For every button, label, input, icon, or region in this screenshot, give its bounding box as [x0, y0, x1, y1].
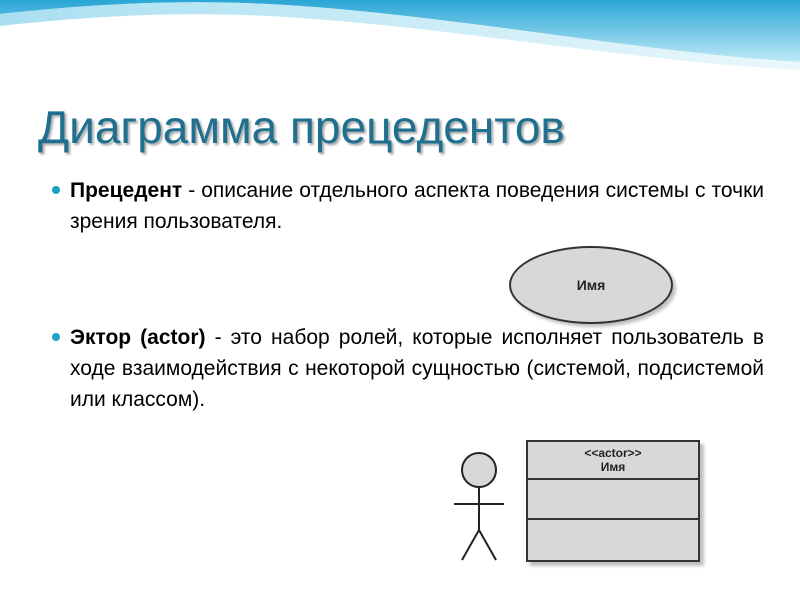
usecase-diagram: [505, 242, 675, 328]
usecase-definition-text: - описание отдельного аспекта поведения системы с точки зрения пользователя.: [70, 179, 764, 233]
actor-class-box: [526, 440, 700, 562]
bullet-actor-definition: [70, 322, 764, 415]
usecase-ellipse: [509, 246, 673, 324]
term-actor: Эктор (actor): [70, 326, 206, 349]
actor-stereotype: <<actor>>: [584, 446, 642, 460]
actor-class-header: [528, 442, 698, 480]
actor-attributes-section: [528, 480, 698, 520]
bullet-icon: [48, 329, 64, 345]
stick-figure-icon: [448, 448, 510, 566]
bullet-usecase-definition: [70, 175, 764, 237]
slide-title: Диаграмма прецедентов: [38, 101, 565, 153]
bullet-icon: [48, 182, 64, 198]
header-wave-decoration: [0, 0, 800, 90]
term-usecase: Прецедент: [70, 179, 183, 202]
usecase-label: Имя: [576, 277, 606, 293]
actor-name: Имя: [600, 460, 626, 474]
actor-operations-section: [528, 520, 698, 560]
actor-definition-text: - это набор ролей, которые исполняет пользователь в ходе взаимодействия с некоторой сущностью (системой, подсистемой или классом).: [70, 326, 764, 411]
